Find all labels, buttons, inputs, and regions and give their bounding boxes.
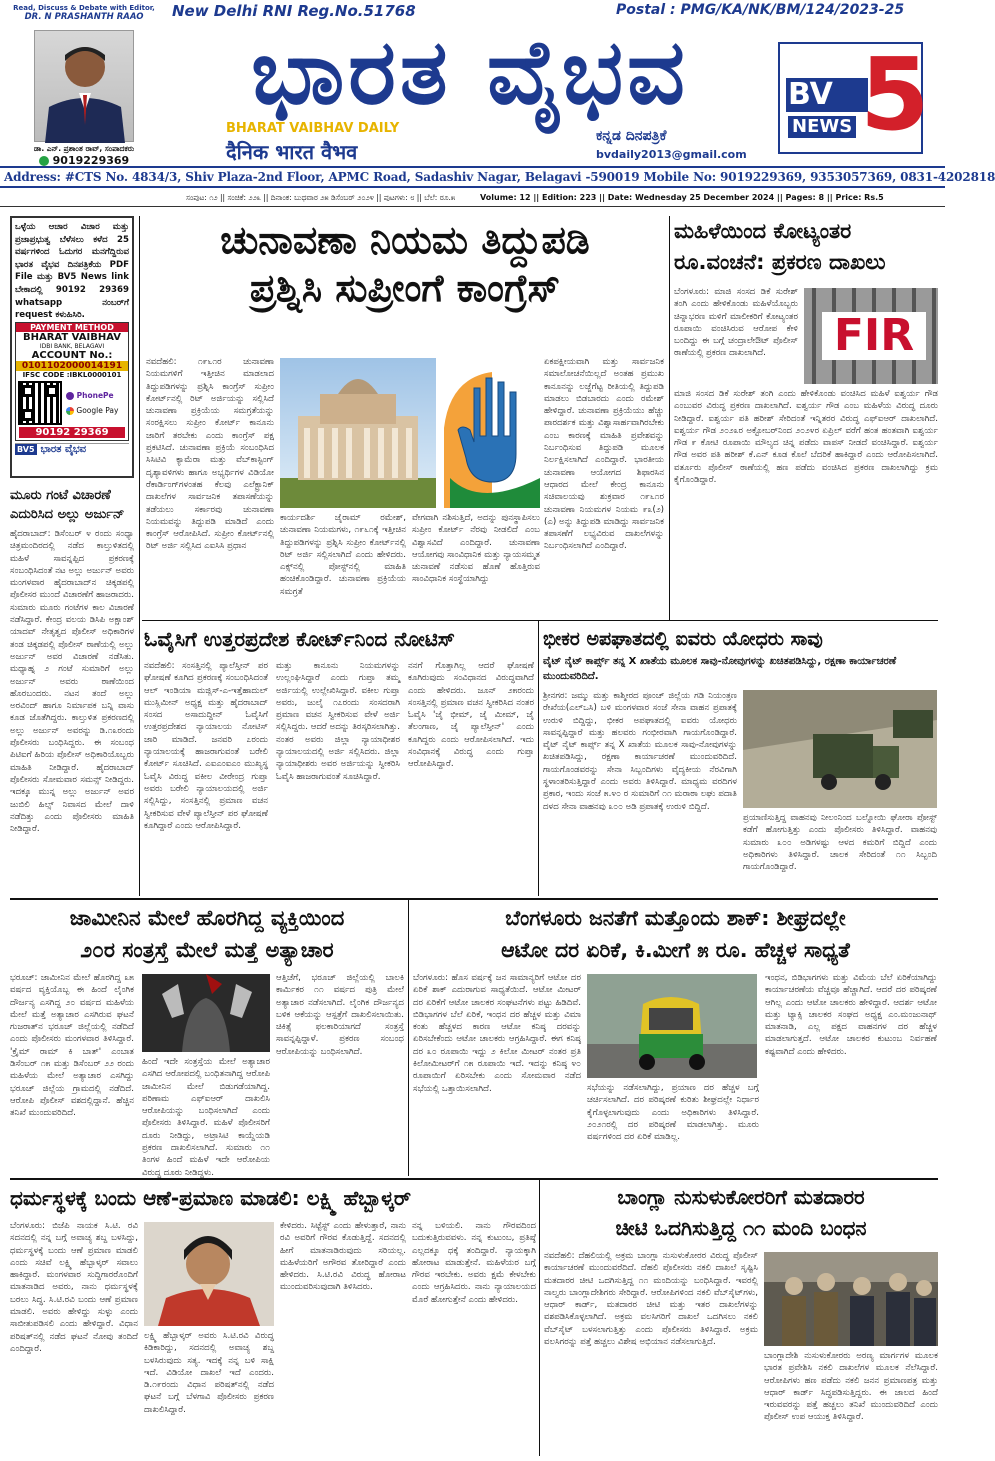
- issue-info-english: Volume: 12 || Edition: 223 || Date: Wednesday 25 December 2024 || Pages: 8 || Price: Rs.5: [480, 193, 884, 202]
- article-body: ನವದೆಹಲಿ: ೧೯೬೧ರ ಚುನಾವಣಾ ನಿಯಮಗಳಿಗೆ ಇತ್ತೀಚಿನ ಮಾಡಲಾದ ತಿದ್ದುಪಡಿಗಳನ್ನು ಪ್ರಶ್ನಿಸಿ ಕಾಂಗ್ರೆಸ್ ಸುಪ್ರೀಂ ಕೋರ್ಟ್‌ನಲ್ಲಿ ರಿಟ್ ಅರ್ಜಿಯನ್ನು ಸಲ್ಲಿಸಿದೆ ಚುನಾವಣಾ ಪ್ರಕ್ರಿಯೆಯ ಸಮಗ್ರತೆಯನ್ನು ಸಂರಕ್ಷಿಸಲು ಸುಪ್ರೀಂ ಕೋರ್ಟ್ ಕಾನೂನು ಜಾರಿಗೆ ತರಬೇಕು ಎಂದು ಕಾಂಗ್ರೆಸ್ ಪಕ್ಷ ಪ್ರಕಟಿಸಿದೆ. ಚುನಾವಣಾ ಪ್ರಕ್ರಿಯೆ ಸಂಬಂಧಿಸಿದ ಸಿಸಿಟಿವಿ ಕ್ಯಾಮೆರಾ ಮತ್ತು ವೆಬ್‌ಕಾಸ್ಟಿಂಗ್ ದೃಶ್ಯಾವಳಿಗಳು ಹಾಗೂ ಅಭ್ಯರ್ಥಿಗಳ ವಿಡಿಯೋ ರೆಕಾರ್ಡಿಂಗ್‌ಗಳಂತಹ ಕೆಲವು ಎಲೆಕ್ಟ್ರಾನಿಕ್ ದಾಖಲೆಗಳ ಸಾರ್ವಜನಿಕ ತಪಾಸಣೆಯನ್ನು ತಡೆಯಲು ಸರ್ಕಾರವು ಚುನಾವಣಾ ನಿಯಮವನ್ನು ತಿದ್ದುಪಡಿ ಮಾಡಿದೆ ಎಂದು ಕಾಂಗ್ರೆಸ್ ಆರೋಪಿಸಿದೆ. ಸುಪ್ರೀಂ ಕೋರ್ಟ್‌ನಲ್ಲಿ ರಿಟ್ ಅರ್ಜಿ ಸಲ್ಲಿಸಿದ ಎಐಸಿಸಿ ಪ್ರಧಾನ: [146, 357, 274, 552]
- email-address: bvdaily2013@gmail.com: [596, 148, 747, 161]
- english-name: BHARAT VAIBHAV DAILY: [226, 121, 400, 136]
- headline: ಭೀಕರ ಅಪಘಾತದಲ್ಲಿ ಐವರು ಯೋಧರು ಸಾವು: [543, 628, 823, 650]
- article-owaisi: [144, 624, 536, 894]
- article-body: ಲಕ್ಷ್ಮಿ ಹೆಬ್ಬಾಳ್ಕರ್ ಅವರು ಸಿ.ಟಿ.ರವಿ ವಿರುದ್ಧ ಕಿಡಿಕಾರಿದ್ದು, ಸದನದಲ್ಲಿ ಅವಾಚ್ಯ ಶಬ್ದ ಬಳಸಿರುವುದು ಸತ್ಯ. ಇದಕ್ಕೆ ನನ್ನ ಬಳಿ ಸಾಕ್ಷಿ ಇದೆ. ವಿಡಿಯೋ ದಾಖಲೆ ಇದೆ ಎಂದರು. ಡಿ.೧೯ರಂದು ವಿಧಾನ ಪರಿಷತ್‌ನಲ್ಲಿ ನಡೆದ ಘಟನೆ ಬಗ್ಗೆ ಬೆಳಗಾವಿ ಪೊಲೀಸರು ಪ್ರಕರಣ ದಾಖಲಿಸಿದ್ದಾರೆ.: [144, 1331, 274, 1415]
- article-body: ಬೆಂಗಳೂರು: ಬಿಜೆಪಿ ನಾಯಕ ಸಿ.ಟಿ. ರವಿ ಸದನದಲ್ಲಿ ನನ್ನ ಬಗ್ಗೆ ಅವಾಚ್ಯ ಶಬ್ದ ಬಳಸಿದ್ದು, ಧರ್ಮಸ್ಥಳಕ್ಕೆ ಬಂದು ಆಣೆ ಪ್ರಮಾಣ ಮಾಡಲಿ ಎಂದು ಸಚಿವೆ ಲಕ್ಷ್ಮಿ ಹೆಬ್ಬಾಳ್ಕರ್ ಸವಾಲು ಹಾಕಿದ್ದಾರೆ. ಮಂಗಳವಾರ ಸುದ್ದಿಗಾರರೊಂದಿಗೆ ಮಾತನಾಡಿದ ಅವರು, ನಾನು ಧರ್ಮಸ್ಥಳಕ್ಕೆ ಬರಲು ಸಿದ್ಧ. ಸಿ.ಟಿ.ರವಿ ಬಂದು ಆಣೆ ಪ್ರಮಾಣ ಮಾಡಲಿ. ಅವರು ಹೇಳಿದ್ದು ಸುಳ್ಳು ಎಂದು ಸಾಬೀತುಪಡಿಸಲಿ ಎಂದು ಹೇಳಿದ್ದಾರೆ. ವಿಧಾನ ಪರಿಷತ್‌ನಲ್ಲಿ ನಡೆದ ಘಟನೆ ನೋವು ತಂದಿದೆ ಎಂದಿದ್ದಾರೆ.: [10, 1221, 138, 1354]
- hebbalkar-photo: [144, 1222, 274, 1326]
- article-body: ಮಾಜಿ ಸಂಸದ ಡಿಕೆ ಸುರೇಶ್ ತಂಗಿ ಎಂದು ಹೇಳಿಕೊಂಡು ವಂಚಿಸಿದ ಮಹಿಳೆ ಐಶ್ವರ್ಯ ಗೌಡ ಎಂಬುವರ ವಿರುದ್ಧ ಪ್ರಕರಣ ದಾಖಲಾಗಿದೆ. ಐಶ್ವರ್ಯ ಗೌಡ ಎಂಬ ಮಹಿಳೆಯ ವಿರುದ್ಧ ದೂರು ನೀಡಿದ್ದಾರೆ. ಐಶ್ವರ್ಯ ಪತಿ ಹರೀಶ್ ಸೇರಿದಂತೆ ಇನ್ನಿತರರ ವಿರುದ್ಧ ಎಫ್‌ಐಆರ್ ದಾಖಲಾಗಿದೆ. ಐಶ್ವರ್ಯ ಗೌಡ ೨೦೨೩ರ ಅಕ್ಟೋಬರ್‌ನಿಂದ ೨೦೨೪ರ ಏಪ್ರಿಲ್ ವರೆಗೆ ಹಂತ ಹಂತವಾಗಿ ಐಶ್ವರ್ಯ ಗೌಡ ೯ ಕೋಟಿ ರೂಪಾಯಿ ಮೌಲ್ಯದ ಚಿನ್ನ ಪಡೆದು ವಾಪಸ್ ನೀಡದೆ ವಂಚಿಸಿದ್ದಾರೆ. ಐಶ್ವರ್ಯ ಗೌಡ ಅವರ ಪತಿ ಹರೀಶ್ ಕೆ.ಎನ್ ಕೂಡ ಕೊಲೆ ಬೆದರಿಕೆ ಹಾಕಿದ್ದಾರೆ ಎಂದು ಆರೋಪಿಸಲಾಗಿದೆ. ವರ್ತೂರು ಪೊಲೀಸ್ ಠಾಣೆಯಲ್ಲಿ ಹಣ ಪಡೆದು ವಂಚಿಸಿದ ಪ್ರಕರಣ ದಾಖಲಾಗಿದ್ದು ಕ್ರಮ ಕೈಗೊಂಡಿದ್ದಾರೆ.: [674, 389, 938, 486]
- article-auto: [413, 902, 938, 1174]
- bv5-news-logo: [778, 36, 930, 154]
- article-lead: [144, 216, 666, 616]
- address-text: Address: #CTS No. 4834/3, Shiv Plaza-2nd Floor, APMC Road, Sadashiv Nagar, Belagavi -590019 Mobile No: 9019229369, 9353057369, 0831-4202818: [4, 170, 995, 184]
- editor-box: [6, 4, 162, 167]
- headline: ಧರ್ಮಸ್ಥಳಕ್ಕೆ ಬಂದು ಆಣೆ-ಪ್ರಮಾಣ ಮಾಡಲಿ: ಲಕ್ಷ್ಮಿ ಹೆಬ್ಬಾಳ್ಕರ್: [10, 1186, 411, 1210]
- logo-news: NEWS: [788, 116, 856, 138]
- gpay-label: Google Pay: [66, 406, 118, 415]
- headline: ಜಾಮೀನಿನ ಮೇಲೆ ಹೊರಗಿದ್ದ ವ್ಯಕ್ತಿಯಿಂದ: [69, 906, 345, 930]
- editor-name: DR. N PRASHANTH RAAO: [24, 12, 144, 22]
- article-body: ನವದೆಹಲಿ: ದೆಹಲಿಯಲ್ಲಿ ಅಕ್ರಮ ಬಾಂಗ್ಲಾ ನುಸುಳುಕೋರರ ವಿರುದ್ಧ ಪೊಲೀಸ್ ಕಾರ್ಯಾಚರಣೆ ಮುಂದುವರೆದಿದೆ. ದೆಹಲಿ ಪೊಲೀಸರು ನಕಲಿ ದಾಖಲೆ ಸೃಷ್ಟಿಸಿ ಮತದಾರರ ಚೀಟಿ ಒದಗಿಸುತ್ತಿದ್ದ ೧೧ ಮಂದಿಯನ್ನು ಬಂಧಿಸಿದ್ದಾರೆ. ಇವರಲ್ಲಿ ನಾಲ್ವರು ಬಾಂಗ್ಲಾದೇಶಿಗರು ಸೇರಿದ್ದಾರೆ. ಆರೋಪಿಗಳಿಂದ ನಕಲಿ ವೆಬ್‌ಸೈಟ್‌ಗಳು, ಆಧಾರ್ ಕಾರ್ಡ್, ಮತದಾರರ ಚೀಟಿ ಮತ್ತು ಇತರ ದಾಖಲೆಗಳನ್ನು ವಶಪಡಿಸಿಕೊಳ್ಳಲಾಗಿದೆ. ಅಕ್ರಮ ವಲಸಿಗರಿಗೆ ದಾಖಲೆ ಒದಗಿಸಲು ನಕಲಿ ವೆಬ್‌ಸೈಟ್ ಬಳಸಲಾಗುತ್ತಿತ್ತು ಎಂದು ಪೊಲೀಸರು ತಿಳಿಸಿದ್ದಾರೆ. ಅಕ್ರಮ ವಲಸಿಗರನ್ನು ಪತ್ತೆ ಹಚ್ಚಲು ವಿಶೇಷ ಅಭಿಯಾನ ನಡೆಸಲಾಗುತ್ತಿದೆ.: [544, 1251, 758, 1348]
- editor-photo: [34, 30, 134, 142]
- congress-hand-logo: [440, 358, 544, 508]
- article-arjun: [10, 486, 134, 894]
- article-body: ನವದೆಹಲಿ: ಸಂಸತ್ತಿನಲ್ಲಿ ಪ್ಯಾಲೆಸ್ತೀನ್ ಪರ ಘೋಷಣೆ ಕೂಗಿದ ಪ್ರಕರಣಕ್ಕೆ ಸಂಬಂಧಿಸಿದಂತೆ ಆಲ್ ಇಂಡಿಯಾ ಮಜ್ಲಿಸ್-ಎ-ಇತ್ತೆಹಾದುಲ್ ಮುಸ್ಲಿಮೀನ್ ಅಧ್ಯಕ್ಷ ಮತ್ತು ಹೈದರಾಬಾದ್ ಸಂಸದ ಅಸಾದುದ್ದೀನ್ ಓವೈಸಿಗೆ ಉತ್ತರಪ್ರದೇಶದ ನ್ಯಾಯಾಲಯ ನೋಟಿಸ್ ಜಾರಿ ಮಾಡಿದೆ. ಜನವರಿ ೭ರಂದು ನ್ಯಾಯಾಲಯಕ್ಕೆ ಹಾಜರಾಗುವಂತೆ ಬರೇಲಿ ಕೋರ್ಟ್ ಸೂಚಿಸಿದೆ. ಎಐಎಂಐಎಂ ಮುಖ್ಯಸ್ಥ ಓವೈಸಿ ವಿರುದ್ಧ ವಕೀಲ ವೀರೇಂದ್ರ ಗುಪ್ತಾ ಅವರು ಬರೇಲಿ ನ್ಯಾಯಾಲಯದಲ್ಲಿ ಅರ್ಜಿ ಸಲ್ಲಿಸಿದ್ದು, ಸಂಸತ್ತಿನಲ್ಲಿ ಪ್ರಮಾಣ ವಚನ ಸ್ವೀಕರಿಸುವ ವೇಳೆ ಪ್ಯಾಲೆಸ್ತೀನ್ ಪರ ಘೋಷಣೆ ಕೂಗಿದ್ದಾರೆ ಎಂದು ಆರೋಪಿಸಿದ್ದಾರೆ.: [144, 661, 268, 831]
- masthead: [0, 0, 995, 190]
- headline: ಎದುರಿಸಿದ ಅಲ್ಲು ಅರ್ಜುನ್: [10, 507, 125, 522]
- payment-qr-row: [16, 379, 128, 427]
- footer-title: ಭಾರತ ವೈಭವ: [40, 444, 87, 455]
- masthead-title: ಭಾರತ ವೈಭವ: [251, 20, 689, 125]
- logo-bv: BV: [788, 77, 833, 112]
- article-body: ಕಾರ್ಯದರ್ಶಿ ಜೈರಾಮ್ ರಮೇಶ್, ಚುನಾವಣಾ ನಿಯಮಗಳು, ೧೯೬೧ಕ್ಕೆ ಇತ್ತೀಚಿನ ತಿದ್ದುಪಡಿಗಳನ್ನು ಪ್ರಶ್ನಿಸಿ ಸುಪ್ರೀಂ ಕೋರ್ಟ್‌ನಲ್ಲಿ ರಿಟ್ ಅರ್ಜಿ ಸಲ್ಲಿಸಲಾಗಿದೆ ಎಂದು ಹೇಳಿದರು. ಎಕ್ಸ್‌ನಲ್ಲಿ ಪೋಸ್ಟ್‌ನಲ್ಲಿ ಮಾಹಿತಿ ಹಂಚಿಕೊಂಡಿದ್ದಾರೆ. ಚುನಾವಣಾ ಪ್ರಕ್ರಿಯೆಯ ಸಮಗ್ರತೆ: [280, 513, 406, 597]
- army-truck-photo: [743, 690, 937, 808]
- editor-caption: ಡಾ. ಎನ್. ಪ್ರಶಾಂತ ರಾವ್, ಸಂಪಾದಕರು: [33, 144, 135, 153]
- payee-name: BHARAT VAIBHAV: [22, 332, 121, 343]
- article-body: ಕೇಳಿದರು. ಸಿಟ್ಟೆಸ್ಟ್ ಎಂದು ಹೇಳುತ್ತಾರೆ, ನಾನು ರವಿ ಅವರಿಗೆ ಗೌರವ ಕೊಡುತ್ತಿದ್ದೆ. ಸದನದಲ್ಲಿ ಹೀಗೆ ಮಾತನಾಡಿರುವುದು ಸರಿಯಲ್ಲ. ಮಹಿಳೆಯರಿಗೆ ಅಗೌರವ ತೋರಿದ್ದಾರೆ ಎಂದು ಹೇಳಿದರು. ಸಿ.ಟಿ.ರವಿ ವಿರುದ್ಧ ಹೋರಾಟ ಮುಂದುವರಿಸುವುದಾಗಿ ತಿಳಿಸಿದರು.: [280, 1221, 406, 1293]
- fir-image: [804, 288, 938, 384]
- headline: ಆಟೋ ದರ ಏರಿಕೆ, ಕಿ.ಮೀಗೆ ೫ ರೂ. ಹೆಚ್ಚಳ ಸಾಧ್ಯತೆ: [501, 938, 850, 962]
- payment-phone: 90192 29369: [19, 427, 125, 438]
- article-hebbalkar: [10, 1182, 536, 1456]
- column-divider: [538, 620, 539, 896]
- ifsc-code: IFSC CODE :IBKL0000101: [22, 371, 122, 379]
- phonepe-label: PhonePe: [66, 391, 118, 400]
- payment-box: [15, 322, 129, 441]
- account-number: 0101102000014191: [16, 361, 128, 371]
- qr-code-icon: [18, 381, 62, 425]
- article-body: ಸಭೆಯನ್ನು ನಡೆಸಲಾಗಿದ್ದು, ಪ್ರಯಾಣ ದರ ಹೆಚ್ಚಳ ಬಗ್ಗೆ ಚರ್ಚಿಸಲಾಗಿದೆ. ದರ ಪರಿಷ್ಕರಣೆ ಕುರಿತು ಶೀಘ್ರದಲ್ಲೇ ನಿರ್ಧಾರ ಕೈಗೊಳ್ಳಲಾಗುವುದು ಎಂದು ಅಧಿಕಾರಿಗಳು ತಿಳಿಸಿದ್ದಾರೆ. ೨೦೨೧ರಲ್ಲಿ ದರ ಪರಿಷ್ಕರಣೆ ಮಾಡಲಾಗಿತ್ತು. ಮೂರು ವರ್ಷಗಳಿಂದ ದರ ಏರಿಕೆ ಮಾಡಿಲ್ಲ.: [587, 1083, 759, 1143]
- headline: ಬೆಂಗಳೂರು ಜನತೆಗೆ ಮತ್ತೊಂದು ಶಾಕ್: ಶೀಘ್ರದಲ್ಲೇ: [505, 906, 846, 930]
- article-body: ವೇಗವಾಗಿ ನಶಿಸುತ್ತಿದೆ, ಅದನ್ನು ಪುನಸ್ಥಾಪಿಸಲು ಸುಪ್ರೀಂ ಕೋರ್ಟ್ ನೆರವು ನೀಡಲಿದೆ ಎಂಬ ವಿಶ್ವಾಸವಿದೆ ಎಂದಿದ್ದಾರೆ. ಚುನಾವಣಾ ಆಯೋಗವು ಸಾಂವಿಧಾನಿಕ ಮತ್ತು ನ್ಯಾಯಸಮ್ಮತ ಚುನಾವಣೆ ನಡೆಸುವ ಹೊಣೆ ಹೊತ್ತಿರುವ ಸಾಂವಿಧಾನಿಕ ಸಂಸ್ಥೆಯಾಗಿದ್ದು: [412, 513, 540, 585]
- row-divider: [10, 1178, 938, 1180]
- issue-info-kannada: ಸಂಪುಟ: ೧೨ || ಸಂಚಿಕೆ: ೨೨೩ || ದಿನಾಂಕ: ಬುಧವಾರ ೨೫ ಡಿಸೆಂಬರ್ ೨೦೨೪ || ಪುಟಗಳು: ೮ || ಬೆಲೆ: ರೂ.೫: [186, 193, 456, 202]
- article-body: ಹೈದರಾಬಾದ್: ಡಿಸೆಂಬರ್ ೪ ರಂದು ಸಂಧ್ಯಾ ಚಿತ್ರಮಂದಿರದಲ್ಲಿ ನಡೆದ ಕಾಲ್ತುಳಿತದಲ್ಲಿ ಮಹಿಳೆ ಸಾವನ್ನಪ್ಪಿದ ಪ್ರಕರಣಕ್ಕೆ ಸಂಬಂಧಿಸಿದಂತೆ ನಟ ಅಲ್ಲು ಅರ್ಜುನ್ ಅವರು ಮಂಗಳವಾರ ಹೈದರಾಬಾದ್‌ನ ಚಿಕ್ಕಡಪಲ್ಲಿ ಪೊಲೀಸರ ಮುಂದೆ ವಿಚಾರಣೆಗೆ ಹಾಜರಾದರು. ಸುಮಾರು ಮೂರು ಗಂಟೆಗಳ ಕಾಲ ವಿಚಾರಣೆ ನಡೆಸಿದ್ದಾರೆ. ಕೇಂದ್ರ ವಲಯ ಡಿಸಿಪಿ ಅಕ್ಷಾಂಶ್ ಯಾದವ್ ನೇತೃತ್ವದ ಪೊಲೀಸ್ ಅಧಿಕಾರಿಗಳ ತಂಡ ಚಿಕ್ಕಡಪಲ್ಲಿ ಪೊಲೀಸ್ ಠಾಣೆಯಲ್ಲಿ ಅಲ್ಲು ಅರ್ಜುನ್ ಅವರ ವಿಚಾರಣೆ ನಡೆಸಿತು. ಮಧ್ಯಾಹ್ನ ೨ ಗಂಟೆ ಸುಮಾರಿಗೆ ಅಲ್ಲು ಅರ್ಜುನ್ ಅವರು ಠಾಣೆಯಿಂದ ಹೊರಬಂದರು. ನಟನ ತಂದೆ ಅಲ್ಲು ಅರವಿಂದ್ ಹಾಗೂ ನಿರ್ಮಾಪಕ ಬನ್ನಿ ವಾಸು ಕೂಡ ಜೊತೆಗಿದ್ದರು. ಕಾಲ್ತುಳಿತ ಪ್ರಕರಣದಲ್ಲಿ ಅಲ್ಲು ಅರ್ಜುನ್ ಅವರನ್ನು ಡಿ.೧೩ರಂದು ಪೊಲೀಸರು ಬಂಧಿಸಿದ್ದರು. ಈ ಸಂಬಂಧ ಪಿಟಿಐಗೆ ಹಿರಿಯ ಪೊಲೀಸ್ ಅಧಿಕಾರಿಯೊಬ್ಬರು ಮಾಹಿತಿ ನೀಡಿದ್ದಾರೆ. ಹೈದರಾಬಾದ್ ಪೊಲೀಸರು ಸೋಮವಾರ ಸಮನ್ಸ್ ನೀಡಿದ್ದರು. ಇದಕ್ಕೂ ಮುನ್ನ ಅಲ್ಲು ಅರ್ಜುನ್ ಅವರ ಜುಬಿಲಿ ಹಿಲ್ಸ್ ನಿವಾಸದ ಮೇಲೆ ದಾಳಿ ನಡೆದಿತ್ತು ಎಂದು ಪೊಲೀಸರು ಮಾಹಿತಿ ನೀಡಿದ್ದಾರೆ.: [10, 529, 134, 835]
- article-accident: [543, 624, 938, 894]
- headline: ಬಾಂಗ್ಲಾ ನುಸುಳುಕೋರರಿಗೆ ಮತದಾರರ: [617, 1185, 865, 1209]
- victim-photo: [142, 974, 270, 1052]
- bank-name: IDBI BANK, BELAGAVI: [39, 343, 105, 350]
- column-divider: [408, 900, 409, 1176]
- column-divider: [139, 216, 140, 896]
- article-body: ನನಗೆ ಗೊತ್ತಾಗಿಲ್ಲ ಆದರೆ ಘೋಷಣೆ ಕೂಗಿರುವುದು ಸಂವಿಧಾನದ ವಿರುದ್ಧವಾಗಿದೆ ಎಂದು ಹೇಳಿದರು. ಜೂನ್ ೨೫ರಂದು ಸಂಸತ್ತಿನಲ್ಲಿ ಪ್ರಮಾಣ ವಚನ ಸ್ವೀಕರಿಸಿದ ನಂತರ ಓವೈಸಿ 'ಜೈ ಭೀಮ್, ಜೈ ಮೀಮ್, ಜೈ ತೆಲಂಗಾಣ, ಜೈ ಪ್ಯಾಲೆಸ್ತೀನ್' ಎಂದು ಕೂಗಿದ್ದರು ಎಂದು ಆರೋಪಿಸಲಾಗಿದೆ. ಇದು ಸಂವಿಧಾನಕ್ಕೆ ವಿರುದ್ಧ ಎಂದು ಗುಪ್ತಾ ಆರೋಪಿಸಿದ್ದಾರೆ.: [408, 661, 534, 770]
- article-bail: [10, 902, 404, 1178]
- article-body: ಪ್ರಯಾಣಿಸುತ್ತಿದ್ದ ವಾಹನವು ನೀಲಂನಿಂದ ಬಲ್ನೋಯಿ ಘೋರಾ ಪೋಸ್ಟ್ ಕಡೆಗೆ ಹೋಗುತ್ತಿತ್ತು ಎಂದು ಪೊಲೀಸರು ತಿಳಿಸಿದ್ದಾರೆ. ವಾಹನವು ಸುಮಾರು ೩೦೦ ಅಡಿಗಳಷ್ಟು ಆಳದ ಕಮರಿಗೆ ಬಿದ್ದಿದೆ ಎಂದು ಅಧಿಕಾರಿಗಳು ತಿಳಿಸಿದ್ದಾರೆ. ಚಾಲಕ ಸೇರಿದಂತೆ ೧೧ ಸಿಬ್ಬಂದಿ ಗಾಯಗೊಂಡಿದ್ದಾರೆ.: [743, 813, 937, 873]
- phonepe-icon: [66, 392, 74, 400]
- headline: ೨೦ರ ಸಂತ್ರಸ್ತೆ ಮೇಲೆ ಮತ್ತೆ ಅತ್ಯಾಚಾರ: [80, 938, 334, 962]
- article-bangla: [544, 1182, 938, 1456]
- row-divider: [10, 898, 938, 900]
- article-body: ಇಂಧನ, ಬಿಡಿಭಾಗಗಳು ಮತ್ತು ವಿಮೆಯ ಬೆಲೆ ಏರಿಕೆಯಾಗಿದ್ದು ಕಾರ್ಯಾಚರಣೆಯ ವೆಚ್ಚವೂ ಹೆಚ್ಚಾಗಿದೆ. ಆದರೆ ದರ ಪರಿಷ್ಕರಣೆ ಆಗಿಲ್ಲ ಎಂದು ಆಟೋ ಚಾಲಕರು ಹೇಳಿದ್ದಾರೆ. ಆದರ್ಶ ಆಟೋ ಮತ್ತು ಟ್ಯಾಕ್ಸಿ ಚಾಲಕರ ಸಂಘದ ಅಧ್ಯಕ್ಷ ಎಂ.ಮಂಜುನಾಥ್ ಮಾತನಾಡಿ, ಎಲ್ಲ ಪಕ್ಷದ ವಾಹನಗಳ ದರ ಹೆಚ್ಚಳ ಮಾಡಲಾಗುತ್ತದೆ. ಆಟೋ ಚಾಲಕರ ಕುಟುಂಬ ನಿರ್ವಹಣೆ ಕಷ್ಟವಾಗಿದೆ ಎಂದು ಹೇಳಿದರು.: [765, 973, 937, 1057]
- article-body: ಹಿಂದೆ ಇದೇ ಸಂತ್ರಸ್ತೆಯ ಮೇಲೆ ಅತ್ಯಾಚಾರ ಎಸಗಿದ ಆರೋಪದಲ್ಲಿ ಬಂಧಿತನಾಗಿದ್ದ ಆರೋಪಿ ಜಾಮೀನಿನ ಮೇಲೆ ಬಿಡುಗಡೆಯಾಗಿದ್ದ. ಪರಿಣಾಮ ಎಫ್‌ಐಆರ್ ದಾಖಲಿಸಿ ಆರೋಪಿಯನ್ನು ಬಂಧಿಸಲಾಗಿದೆ ಎಂದು ಪೊಲೀಸರು ತಿಳಿಸಿದ್ದಾರೆ. ಮಹಿಳೆ ಪೊಲೀಸರಿಗೆ ದೂರು ನೀಡಿದ್ದು, ಅಟ್ರಾಸಿಟಿ ಕಾಯ್ದೆಯಡಿ ಪ್ರಕರಣ ದಾಖಲಿಸಲಾಗಿದೆ. ಸುಮಾರು ೧೧ ತಿಂಗಳ ಹಿಂದೆ ಮಹಿಳೆ ಇದೇ ಆರೋಪಿಯ ವಿರುದ್ಧ ದೂರು ನೀಡಿದ್ದಳು.: [142, 1057, 270, 1178]
- whatsapp-icon: [39, 156, 49, 166]
- article-body: ಮತ್ತು ಕಾನೂನು ನಿಯಮಗಳನ್ನು ಉಲ್ಲಂಘಿಸಿದ್ದಾರೆ ಎಂದು ಗುಪ್ತಾ ತಮ್ಮ ಅರ್ಜಿಯಲ್ಲಿ ಉಲ್ಲೇಖಿಸಿದ್ದಾರೆ. ವಕೀಲ ಗುಪ್ತಾ ಅವರು, ಜುಲೈ ೧೭ರಂದು ಸಂಸದರಾಗಿ ಪ್ರಮಾಣ ವಚನ ಸ್ವೀಕರಿಸುವ ವೇಳೆ ಅರ್ಜಿ ಸಲ್ಲಿಸಿದ್ದರು. ಆದರೆ ಅದನ್ನು ತಿರಸ್ಕರಿಸಲಾಗಿತ್ತು. ನಂತರ ಅವರು ಜಿಲ್ಲಾ ನ್ಯಾಯಾಧೀಶರ ನ್ಯಾಯಾಲಯದಲ್ಲಿ ಅರ್ಜಿ ಸಲ್ಲಿಸಿದರು. ಜಿಲ್ಲಾ ನ್ಯಾಯಾಧೀಶರು ಅವರ ಅರ್ಜಿಯನ್ನು ಸ್ವೀಕರಿಸಿ ಓವೈಸಿ ಹಾಜರಾಗುವಂತೆ ಸೂಚಿಸಿದ್ದಾರೆ.: [276, 661, 400, 782]
- article-body: ಏಕಪಕ್ಷೀಯವಾಗಿ ಮತ್ತು ಸಾರ್ವಜನಿಕ ಸಮಾಲೋಚನೆಯಿಲ್ಲದೆ ಅಂತಹ ಪ್ರಮುಖ ಕಾನೂನನ್ನು ಲಜ್ಜೆಗೆಟ್ಟ ರೀತಿಯಲ್ಲಿ ತಿದ್ದುಪಡಿ ಮಾಡಲು ಬಿಡಬಾರದು ಎಂದು ರಮೇಶ್ ಹೇಳಿದ್ದಾರೆ. ಚುನಾವಣಾ ಪ್ರಕ್ರಿಯೆಯು ಹೆಚ್ಚು ಪಾರದರ್ಶಕ ಮತ್ತು ವಿಶ್ವಾಸಾರ್ಹವಾಗಿರಬೇಕು ಎಂಬ ಕಾರಣಕ್ಕೆ ಮಾಹಿತಿ ಪ್ರವೇಶವನ್ನು ನಿರ್ಬಂಧಿಸುವ ತಿದ್ದುಪಡಿ ಮೂಲಕ ನಿರ್ಲಕ್ಷಿಸಲಾಗಿದೆ ಎಂದಿದ್ದಾರೆ. ಭಾರತೀಯ ಚುನಾವಣಾ ಆಯೋಗದ ಶಿಫಾರಸಿನ ಆಧಾರದ ಮೇಲೆ ಕೇಂದ್ರ ಕಾನೂನು ಸಚಿವಾಲಯವು ಶುಕ್ರವಾರ ೧೯೬೧ರ ಚುನಾವಣಾ ನಿಯಮಗಳ ನಿಯಮ ೯೩(೨)(ಎ) ಅನ್ನು ತಿದ್ದುಪಡಿ ಮಾಡಿದ್ದು ಸಾರ್ವಜನಿಕ ತಪಾಸಣೆಗೆ ಲಭ್ಯವಿರುವ ದಾಖಲೆಗಳನ್ನು ನಿರ್ಬಂಧಿಸಲಾಗಿದೆ ಎಂದಿದ್ದಾರೆ.: [544, 357, 664, 552]
- article-body: ಬೆಂಗಳೂರು: ಹೊಸ ವರ್ಷಕ್ಕೆ ಜನ ಸಾಮಾನ್ಯರಿಗೆ ಆಟೋ ದರ ಏರಿಕೆ ಶಾಕ್ ಎದುರಾಗುವ ಸಾಧ್ಯತೆಯಿದೆ. ಆಟೋ ಮೀಟರ್ ದರ ಏರಿಕೆಗೆ ಆಟೋ ಚಾಲಕರ ಸಂಘಟನೆಗಳು ಪಟ್ಟು ಹಿಡಿದಿವೆ. ಬಿಡಿಭಾಗಗಳ ಬೆಲೆ ಏರಿಕೆ, ಇಂಧನ ದರ ಹೆಚ್ಚಳ ಮತ್ತು ವಿಮಾ ಕಂತು ಹೆಚ್ಚಳದ ಕಾರಣ ಆಟೋ ಕನಿಷ್ಠ ದರವನ್ನು ಏರಿಸಬೇಕೆಂದು ಆಟೋ ಚಾಲಕರು ಆಗ್ರಹಿಸಿದ್ದಾರೆ. ಈಗ ಕನಿಷ್ಠ ದರ ೩೦ ರೂಪಾಯಿ ಇದ್ದು ೨ ಕಿಲೋ ಮೀಟರ್ ನಂತರ ಪ್ರತಿ ಕಿಲೋಮೀಟರ್‌ಗೆ ೧೫ ರೂಪಾಯಿ ಇದೆ. ಇದನ್ನು ಕನಿಷ್ಠ ೪೦ ರೂಪಾಯಿಗೆ ಏರಿಸಬೇಕು ಎಂದು ಸೋಮವಾರ ನಡೆದ ಸಭೆಯಲ್ಲಿ ಒತ್ತಾಯಿಸಲಾಗಿದೆ.: [413, 973, 581, 1094]
- payment-title: PAYMENT METHOD: [16, 323, 128, 332]
- article-body: ನನ್ನ ಬಳಿಯಲಿ. ನಾನು ಗೌರವದಿಂದ ಬದುಕುತ್ತಿರುವವಳು. ನನ್ನ ಕುಟುಂಬ, ಪ್ರತಿಷ್ಠೆ ಎಲ್ಲದಕ್ಕೂ ಧಕ್ಕೆ ತಂದಿದ್ದಾರೆ. ನ್ಯಾಯಕ್ಕಾಗಿ ಹೋರಾಟ ಮಾಡುತ್ತೇನೆ. ಮಹಿಳೆಯರ ಬಗ್ಗೆ ಗೌರವ ಇರಬೇಕು. ಅವರು ಕ್ಷಮೆ ಕೇಳಬೇಕು ಎಂದು ಆಗ್ರಹಿಸಿದರು. ನಾನು ನ್ಯಾಯಾಲಯದ ಮೊರೆ ಹೋಗುತ್ತೇನೆ ಎಂದು ಹೇಳಿದರು.: [412, 1221, 536, 1305]
- ad-text: ಒಳ್ಳೆಯ ಆಚಾರ ವಿಚಾರ ಮತ್ತು ಪ್ರಜಾಪ್ರಭುತ್ವ ಬೆಳೆಸಲು ಕಳೆದ 25 ವರ್ಷಗಳಿಂದ ಓದುಗರ ಮನಗೆದ್ದಿರುವ ಭಾರತ ವೈಭವ ದಿನಪತ್ರಿಕೆಯ PDF File ಮತ್ತು BV5 News link ಬೇಕಾದಲ್ಲಿ 90192 29369 whatsapp ನಂಬರ್‌ಗೆ request ಕಳುಹಿಸಿರಿ.: [15, 222, 129, 321]
- article-body: ಬಾಂಗ್ಲಾದೇಶಿ ನುಸುಳುಕೋರರು ಅರಣ್ಯ ಮಾರ್ಗಗಳ ಮೂಲಕ ಭಾರತ ಪ್ರವೇಶಿಸಿ ನಕಲಿ ದಾಖಲೆಗಳ ಮೂಲಕ ನೆಲೆಸಿದ್ದಾರೆ. ಆರೋಪಿಗಳು ಹಣ ಪಡೆದು ನಕಲಿ ಜನನ ಪ್ರಮಾಣಪತ್ರ ಮತ್ತು ಆಧಾರ್ ಕಾರ್ಡ್ ಸಿದ್ಧಪಡಿಸುತ್ತಿದ್ದರು. ಈ ಜಾಲದ ಹಿಂದೆ ಇರುವವರನ್ನು ಪತ್ತೆ ಹಚ್ಚಲು ತನಿಖೆ ಮುಂದುವರಿದಿದೆ ಎಂದು ಪೊಲೀಸ್ ಉಪ ಆಯುಕ್ತ ತಿಳಿಸಿದ್ದಾರೆ.: [764, 1351, 938, 1423]
- article-body: ಬೆಂಗಳೂರು: ಮಾಜಿ ಸಂಸದ ಡಿಕೆ ಸುರೇಶ್ ತಂಗಿ ಎಂದು ಹೇಳಿಕೊಂಡು ಮಹಿಳೆಯೊಬ್ಬರು ಚಿನ್ನಾಭರಣ ಮಳಿಗೆ ಮಾಲೀಕರಿಗೆ ಕೋಟ್ಯಂತರ ರೂಪಾಯಿ ವಂಚಿಸಿರುವ ಆರೋಪ ಕೇಳಿ ಬಂದಿದ್ದು ಈ ಬಗ್ಗೆ ಚಂದ್ರಾಲೇಔಟ್ ಪೊಲೀಸ್ ಠಾಣೆಯಲ್ಲಿ ಪ್ರಕರಣ ದಾಖಲಾಗಿದೆ.: [674, 287, 798, 359]
- headline: ಚೀಟಿ ಒದಗಿಸುತ್ತಿದ್ದ ೧೧ ಮಂದಿ ಬಂಧನ: [615, 1216, 867, 1240]
- rni-number: New Delhi RNI Reg.No.51768: [172, 2, 416, 20]
- auto-rickshaw-photo: [587, 974, 757, 1078]
- article-body: ಆತ್ತಿಚೆಗೆ, ಭರೂಚ್ ಜಿಲ್ಲೆಯಲ್ಲಿ ಬಾಲಕಿ ಕಾರ್ಮಿಕರ ೧೧ ವರ್ಷದ ಪುತ್ರಿ ಮೇಲೆ ಅತ್ಯಾಚಾರ ನಡೆಸಲಾಗಿದೆ. ಲೈಂಗಿಕ ದೌರ್ಜನ್ಯದ ಬಳಿಕ ಆಕೆಯನ್ನು ಆಸ್ಪತ್ರೆಗೆ ದಾಖಲಿಸಲಾಯಿತು. ಚಿಕಿತ್ಸೆ ಫಲಕಾರಿಯಾಗದೆ ಸಂತ್ರಸ್ತೆ ಸಾವನ್ನಪ್ಪಿದ್ದಾಳೆ. ಪ್ರಕರಣ ಸಂಬಂಧ ಆರೋಪಿಯನ್ನು ಬಂಧಿಸಲಾಗಿದೆ.: [276, 973, 404, 1057]
- ad-footer: [15, 443, 129, 455]
- column-divider: [669, 216, 670, 620]
- sub-headline: ವೈಟ್ ನೈಟ್ ಕಾರ್ಪ್ಸ್ ತನ್ನ X ಖಾತೆಯ ಮೂಲಕ ಸಾವು-ನೋವುಗಳನ್ನು ಖಚಿತಪಡಿಸಿದ್ದು, ರಕ್ಷಣಾ ಕಾರ್ಯಾಚರಣೆ ಮುಂದುವರಿದಿದೆ.: [543, 656, 897, 682]
- article-body: ಶ್ರೀನಗರ: ಜಮ್ಮು ಮತ್ತು ಕಾಶ್ಮೀರದ ಪೂಂಚ್ ಜಿಲ್ಲೆಯ ಗಡಿ ನಿಯಂತ್ರಣ ರೇಖೆಯ(ಎಲ್‌ಒಸಿ) ಬಳಿ ಮಂಗಳವಾರ ಸಂಜೆ ಸೇನಾ ವಾಹನ ಪ್ರಪಾತಕ್ಕೆ ಉರುಳಿ ಬಿದ್ದಿದ್ದು, ಭೀಕರ ಅಪಘಾತದಲ್ಲಿ ಐವರು ಯೋಧರು ಸಾವನ್ನಪ್ಪಿದ್ದಾರೆ ಮತ್ತು ಹಲವರು ಗಂಭೀರವಾಗಿ ಗಾಯಗೊಂಡಿದ್ದಾರೆ. ವೈಟ್ ನೈಟ್ ಕಾರ್ಪ್ಸ್ ತನ್ನ X ಖಾತೆಯ ಮೂಲಕ ಸಾವು-ನೋವುಗಳನ್ನು ಖಚಿತಪಡಿಸಿದ್ದು, ರಕ್ಷಣಾ ಕಾರ್ಯಾಚರಣೆ ಮುಂದುವರಿದಿದೆ. ಗಾಯಗೊಂಡವರನ್ನು ಸೇನಾ ಸಿಬ್ಬಂದಿಗಳು ವೈದ್ಯಕೀಯ ನೆರವಿಗಾಗಿ ಸ್ಥಳಾಂತರಿಸುತ್ತಿದ್ದಾರೆ ಎಂದು ಅವರು ತಿಳಿಸಿದ್ದಾರೆ. ಮಾಧ್ಯಮ ವರದಿಗಳ ಪ್ರಕಾರ, ಇಂದು ಸಂಜೆ ೫.೪೦ ರ ಸುಮಾರಿಗೆ ೧೧ ಮರಾಠಾ ಲಘು ಪದಾತಿ ದಳದ ಸೇನಾ ವಾಹನವು ೩೦೦ ಅಡಿ ಪ್ರಪಾತಕ್ಕೆ ಉರುಳಿ ಬಿದ್ದಿದೆ.: [543, 691, 737, 812]
- address-bar: [0, 166, 995, 188]
- postal-number: Postal : PMG/KA/NK/BM/124/2023-25: [616, 2, 905, 18]
- column-divider: [539, 1180, 540, 1456]
- headline: ಓವೈಸಿಗೆ ಉತ್ತರಪ್ರದೇಶ ಕೋರ್ಟ್‌ನಿಂದ ನೋಟಿಸ್: [144, 627, 455, 651]
- hindi-name: दैनिक भारत वैभव: [226, 140, 358, 164]
- headline: ರೂ.ವಂಚನೆ: ಪ್ರಕರಣ ದಾಖಲು: [674, 250, 886, 274]
- article-body: ಭರೂಚ್: ಜಾಮೀನಿನ ಮೇಲೆ ಹೊರಗಿದ್ದ ೩೫ ವರ್ಷದ ವ್ಯಕ್ತಿಯೊಬ್ಬ ಈ ಹಿಂದೆ ಲೈಂಗಿಕ ದೌರ್ಜನ್ಯ ಎಸಗಿದ್ದ ೨೦ ವರ್ಷದ ಮಹಿಳೆಯ ಮೇಲೆ ಮತ್ತೆ ಅತ್ಯಾಚಾರ ಎಸಗಿರುವ ಘಟನೆ ಗುಜರಾತ್‌ನ ಭರೂಚ್ ಜಿಲ್ಲೆಯಲ್ಲಿ ನಡೆದಿದೆ ಎಂದು ಪೊಲೀಸರು ಮಂಗಳವಾರ ತಿಳಿಸಿದ್ದಾರೆ. 'ಕ್ರೈಮ್ ರಾಮ್ ಕಿ ಬಾತ್' ಎಂಬಾತ ಡಿಸೆಂಬರ್ ೧೫ ಮತ್ತು ಡಿಸೆಂಬರ್ ೨೨ ರಂದು ಮಹಿಳೆಯ ಮೇಲೆ ಅತ್ಯಾಚಾರ ಎಸಗಿದ್ದು ಭರೂಚ್ ಜಿಲ್ಲೆಯ ಗ್ರಾಮದಲ್ಲಿ ನಡೆದಿದೆ. ಆರೋಪಿ ಪೊಲೀಸ್ ವಶದಲ್ಲಿದ್ದಾನೆ. ಹೆಚ್ಚಿನ ತನಿಖೆ ಮುಂದುವರಿದಿದೆ.: [10, 973, 134, 1119]
- police-arrest-photo: [764, 1252, 938, 1346]
- headline: ಮಹಿಳೆಯಿಂದ ಕೋಟ್ಯಂತರ: [674, 219, 852, 243]
- headline: ಚುನಾವಣಾ ನಿಯಮ ತಿದ್ದುಪಡಿ: [220, 218, 590, 262]
- bv5-small-logo: BV5: [17, 445, 35, 454]
- kannada-daily: ಕನ್ನಡ ದಿನಪತ್ರಿಕೆ: [596, 128, 667, 144]
- gpay-icon: [66, 407, 74, 415]
- account-label: ACCOUNT No.:: [31, 350, 113, 361]
- row-divider: [142, 620, 938, 621]
- article-fir: [674, 216, 938, 616]
- pdf-ad-box: [10, 216, 134, 478]
- headline: ಪ್ರಶ್ನಿಸಿ ಸುಪ್ರೀಂಗೆ ಕಾಂಗ್ರೆಸ್: [249, 266, 561, 310]
- fir-label: FIR: [833, 310, 915, 361]
- headline: ಮೂರು ಗಂಟೆ ವಿಚಾರಣೆ: [10, 488, 111, 503]
- editor-phone: 9019229369: [6, 154, 162, 167]
- logo-5: 5: [860, 36, 930, 153]
- supreme-court-photo: [280, 358, 436, 508]
- editor-tagline: Read, Discuss & Debate with Editor,: [13, 4, 155, 12]
- issue-info-bar: [0, 191, 945, 207]
